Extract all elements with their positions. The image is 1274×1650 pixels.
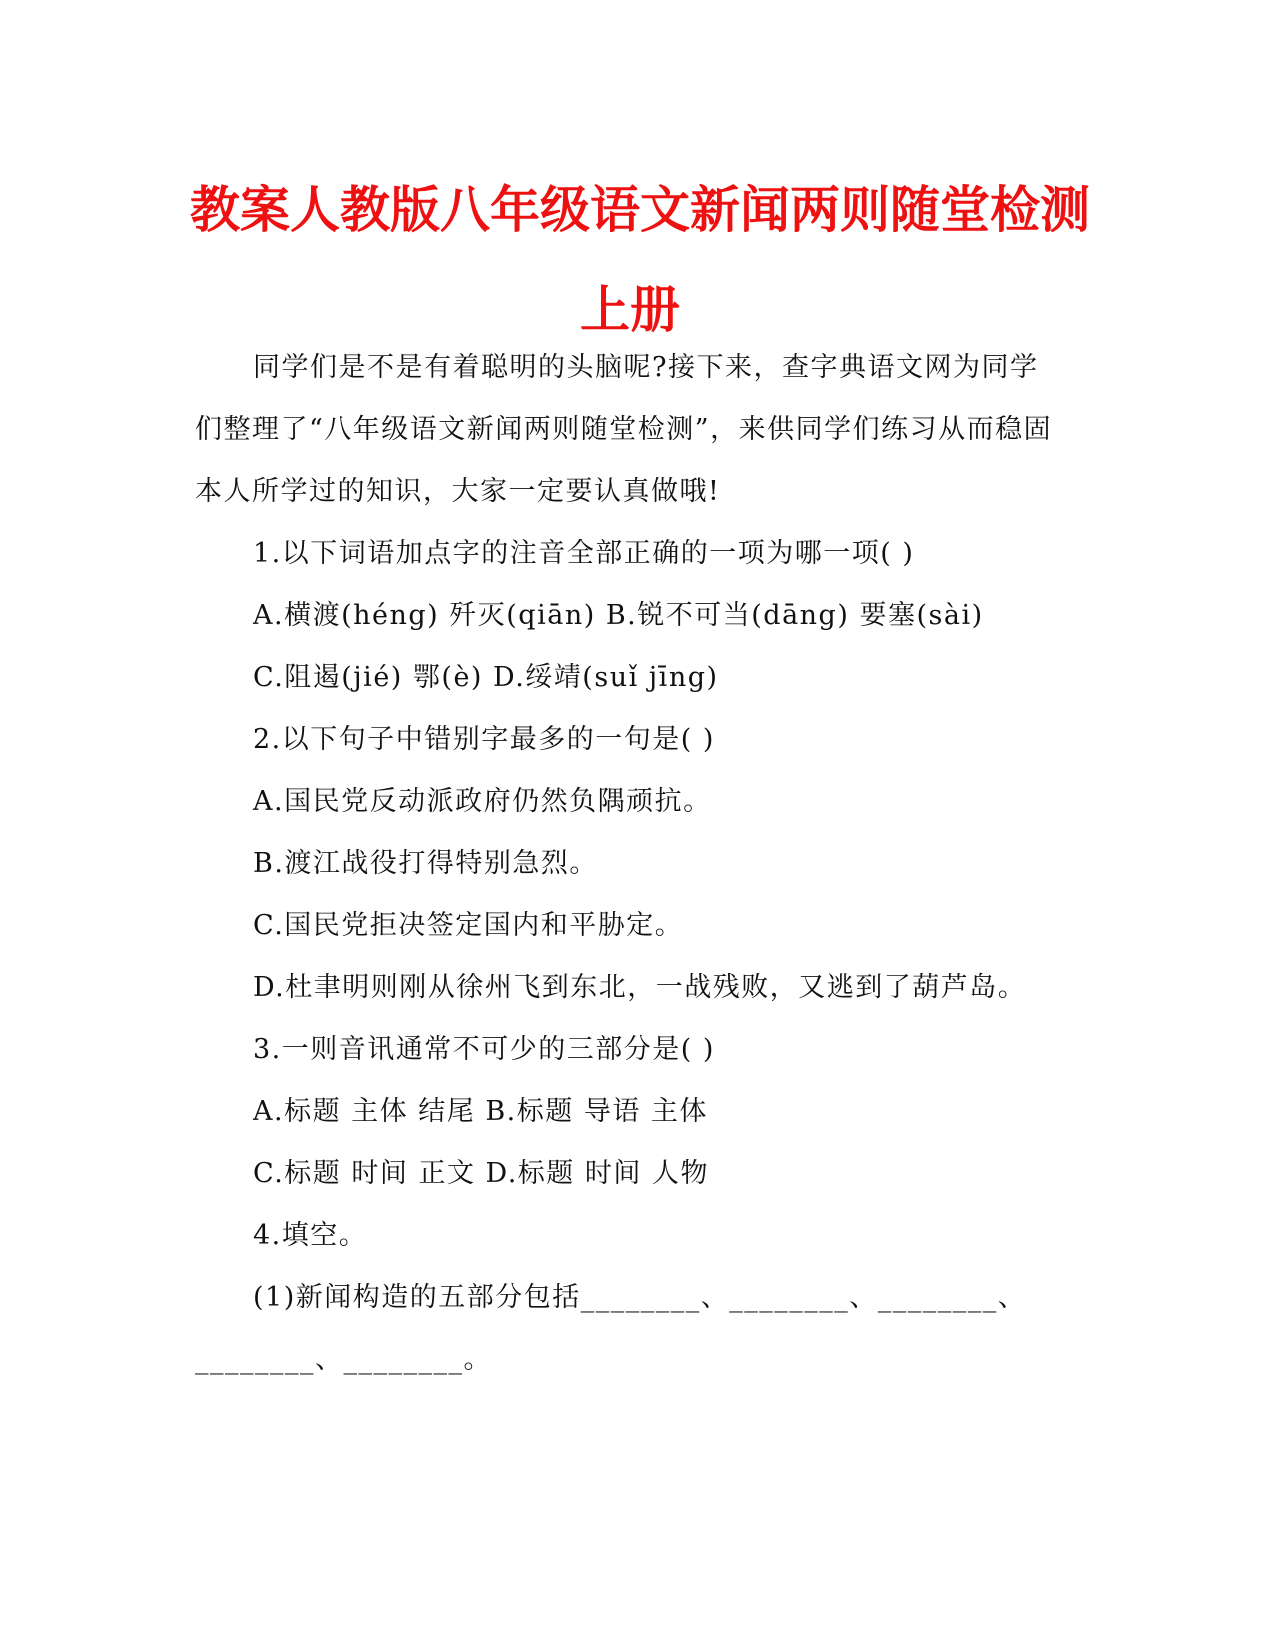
question-2-option-d: D.杜聿明则刚从徐州飞到东北，一战残败，又逃到了葫芦岛。 [253,972,1027,1003]
intro-paragraph-line-2: 们整理了“八年级语文新闻两则随堂检测”，来供同学们练习从而稳固 [195,414,1053,445]
question-1-options-ab: A.横渡(héng) 歼灭(qiān) B.锐不可当(dāng) 要塞(sài) [253,600,984,631]
question-1: 1.以下词语加点字的注音全部正确的一项为哪一项( ) [253,538,915,569]
intro-paragraph-line-3: 本人所学过的知识，大家一定要认真做哦! [195,476,721,507]
document-title-line-2: 上册 [580,281,680,339]
question-4: 4.填空。 [253,1220,368,1251]
intro-paragraph-line-1: 同学们是不是有着聪明的头脑呢?接下来，查字典语文网为同学 [253,352,1039,383]
question-4-fill-blank-line-1: (1)新闻构造的五部分包括________、________、________、 [253,1282,1027,1313]
question-4-fill-blank-line-2: ________、________。 [195,1344,492,1375]
question-2-option-b: B.渡江战役打得特别急烈。 [253,848,598,879]
question-2: 2.以下句子中错别字最多的一句是( ) [253,724,715,755]
question-2-option-c: C.国民党拒决签定国内和平胁定。 [253,910,684,941]
question-3: 3.一则音讯通常不可少的三部分是( ) [253,1034,715,1065]
question-3-options-cd: C.标题 时间 正文 D.标题 时间 人物 [253,1158,709,1189]
question-1-options-cd: C.阻遏(jié) 鄂(è) D.绥靖(suǐ jīng) [253,662,719,693]
question-3-options-ab: A.标题 主体 结尾 B.标题 导语 主体 [253,1096,708,1127]
question-2-option-a: A.国民党反动派政府仍然负隅顽抗。 [253,786,712,817]
document-title-line-1: 教案人教版八年级语文新闻两则随堂检测 [190,181,1090,239]
